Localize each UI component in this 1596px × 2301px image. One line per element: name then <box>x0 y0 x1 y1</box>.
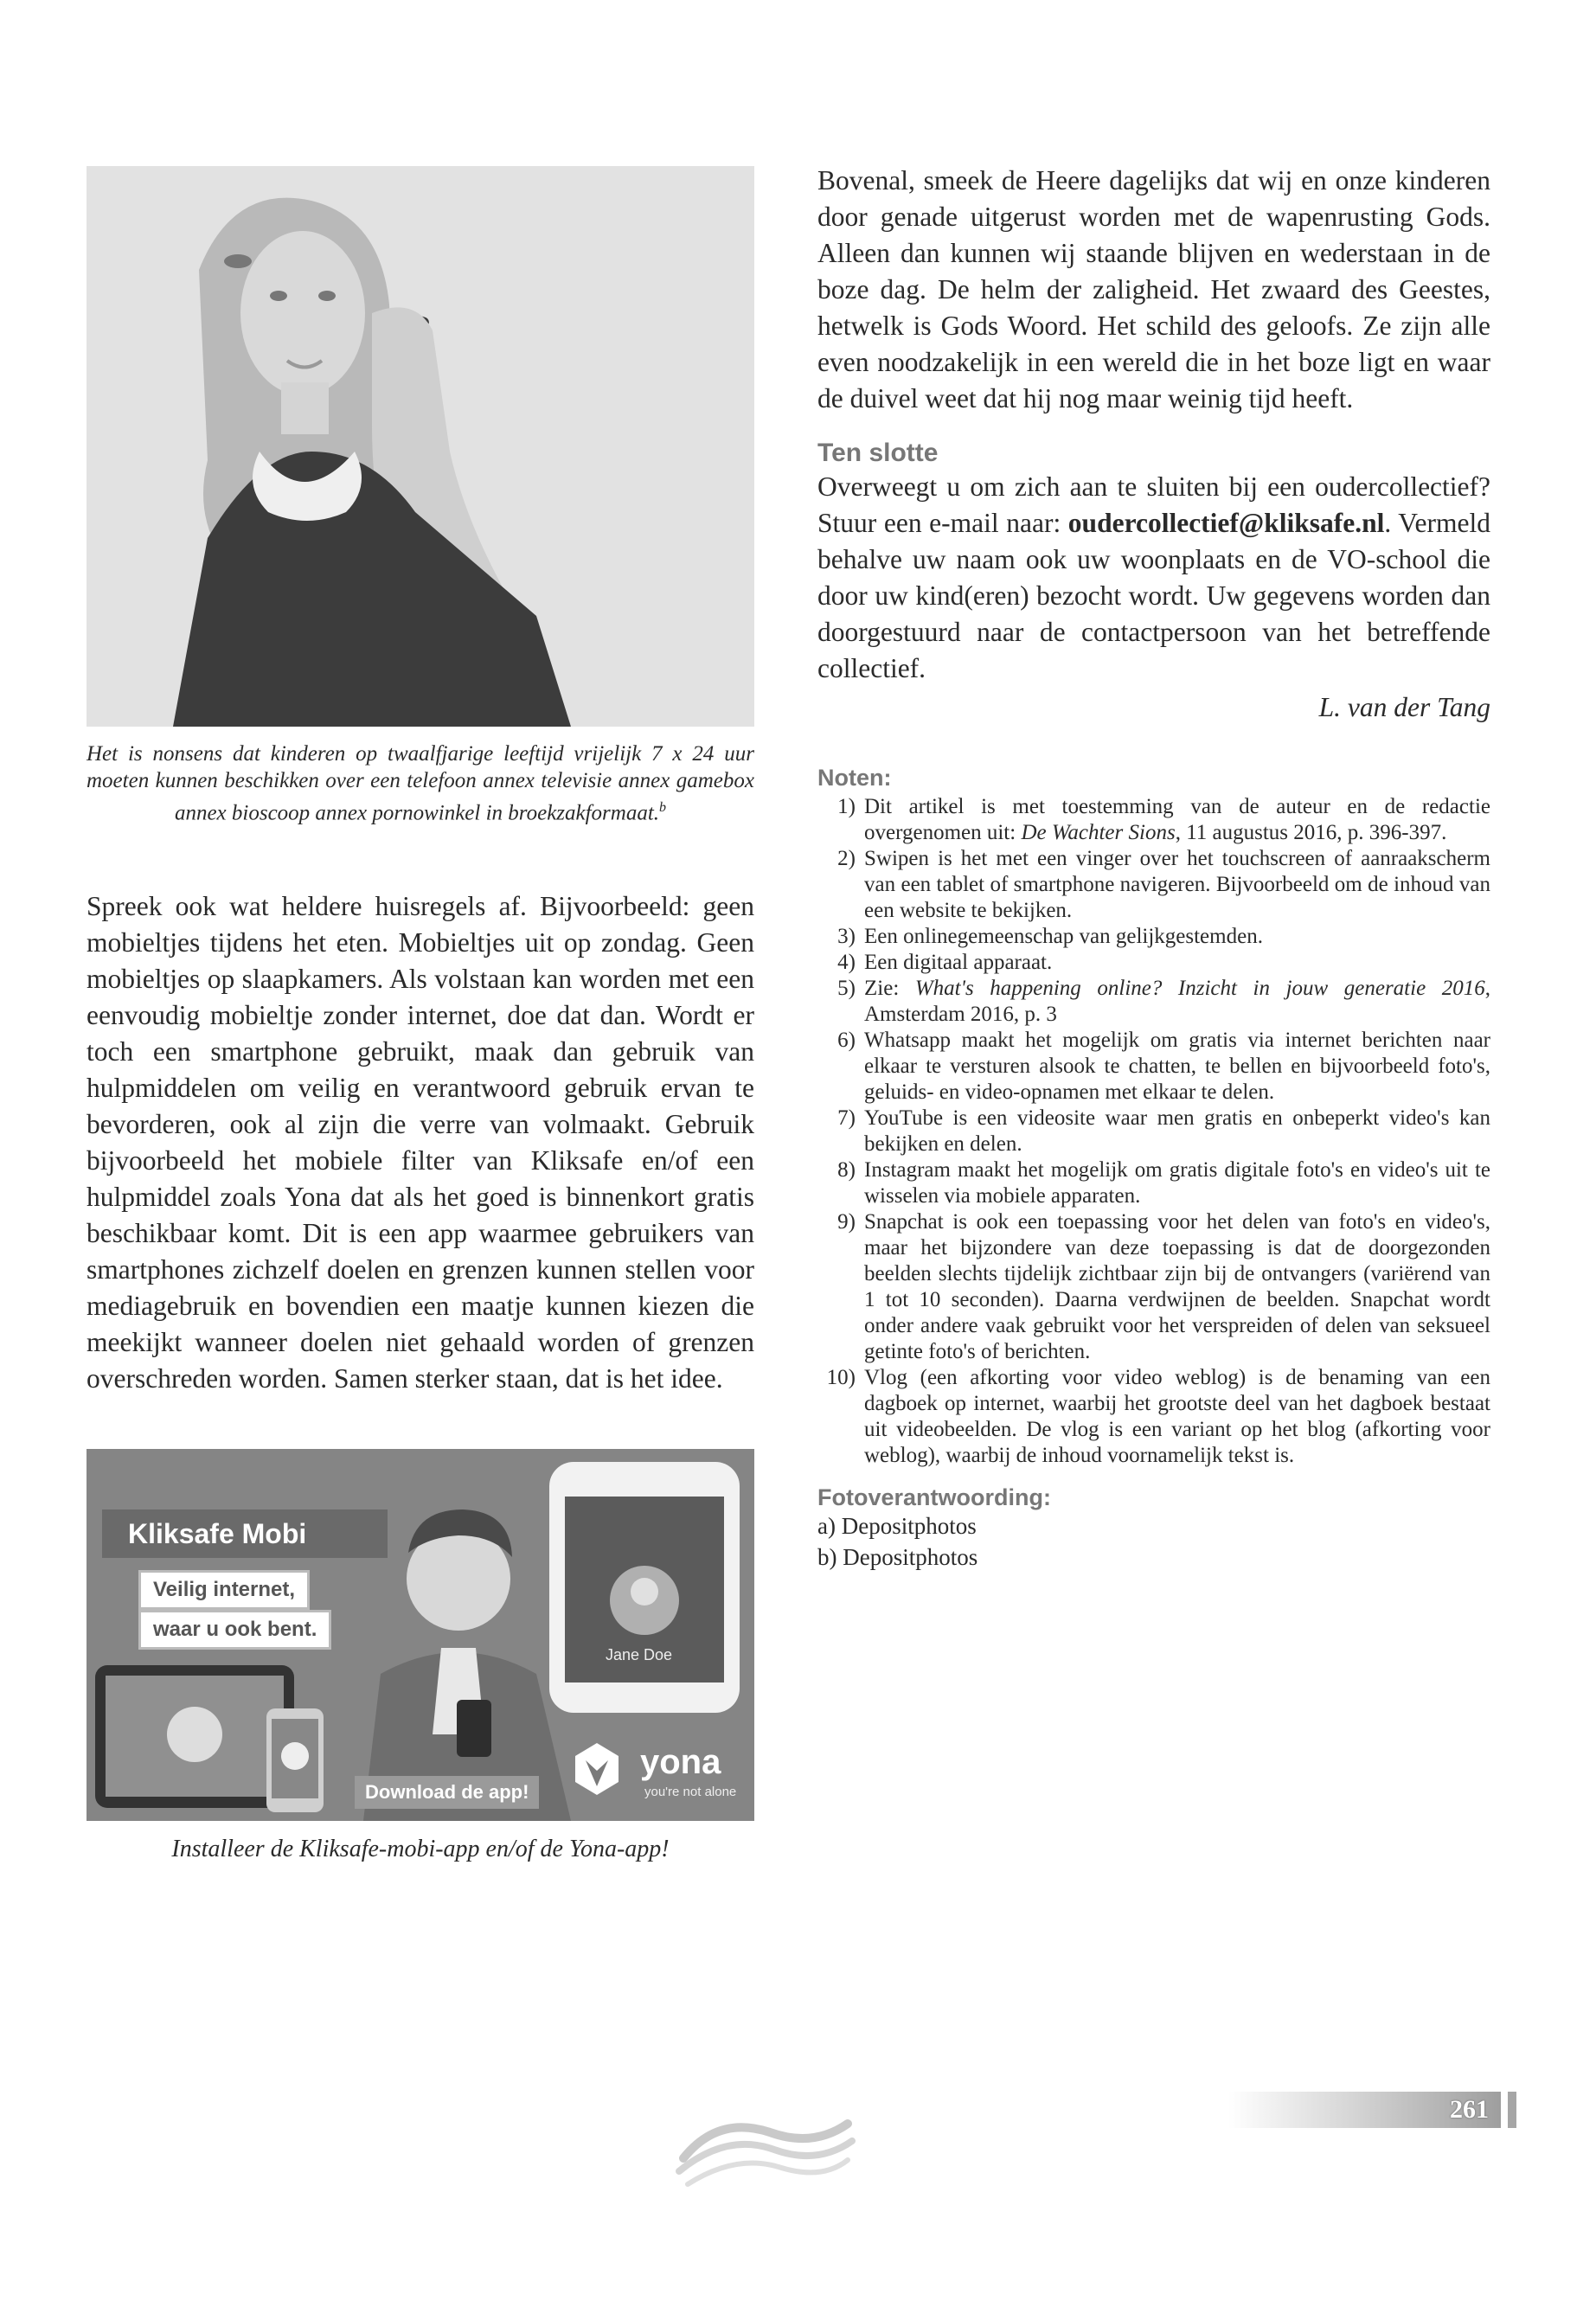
note-item <box>817 794 1490 846</box>
note-text-part: Dit artikel is met toestemming van de auteur en de redactie overgenomen uit: <box>864 795 1490 844</box>
notes-heading: Noten: <box>817 765 892 791</box>
ten-slotte-heading: Ten slotte <box>817 439 939 467</box>
note-number: 6) <box>837 1029 856 1052</box>
note-text: YouTube is een videosite waar men gratis en onbeperkt video's kan bekijken en delen. <box>864 1106 1490 1156</box>
ad-tagline-2: waar u ook bent. <box>138 1610 331 1650</box>
note-text: Whatsapp maakt het mogelijk om gratis via internet berichten naar elkaar te versturen alsook te chatten, te bellen en bijvoorbeeld foto's, geluids- en video-opnamen met elkaar te delen. <box>864 1029 1490 1104</box>
note-text: Een onlinegemeenschap van gelijkgestemden. <box>864 925 1263 948</box>
note-text <box>864 976 1490 1028</box>
closing-paragraph <box>817 469 1490 687</box>
note-text: Vlog (een afkorting voor video weblog) is de benaming van een dagboek op internet, waarbij het grootste deel van het dagboek bestaat uit videobeelden. De vlog is een variant op het blog (afkorting voor weblog), waarbij de inhoud voornamelijk tekst is. <box>864 1366 1490 1467</box>
closing-text-after: . Vermeld behalve uw naam ook uw woonplaats en de VO-school die door uw kind(eren) bezocht wordt. Uw gegevens worden dan doorgestuurd naar de contactpersoon van het betreffende collectief. <box>817 508 1490 683</box>
note-item <box>817 1106 1490 1157</box>
photo-credit-a: a) Depositphotos <box>817 1513 977 1539</box>
page-bar-end <box>1508 2092 1516 2128</box>
note-number: 8) <box>837 1158 856 1182</box>
note-text: Snapchat is ook een toepassing voor het delen van foto's en video's, maar het bijzondere van deze toepassing is dat de doorgezonden beelden slechts tijdelijk zichtbaar zijn bij de ontvangers (variërend van 1 tot 10 seconden). Daarna verdwijnen de beelden. Snapchat wordt onder andere vaak gebruikt voor het verspreiden of delen van seksueel getinte foto's of berichten. <box>864 1210 1490 1363</box>
left-column <box>87 166 754 1864</box>
girl-on-phone-photo <box>87 166 754 727</box>
kliksafe-mobi-brand: Kliksafe Mobi <box>102 1509 388 1558</box>
note-text <box>864 794 1490 846</box>
note-number: 5) <box>837 977 856 1000</box>
note-item <box>817 976 1490 1028</box>
note-text-part: , Amsterdam 2016, p. 3 <box>864 977 1490 1026</box>
note-number: 1) <box>837 795 856 818</box>
photo-caption-ref: b <box>659 800 667 815</box>
notes-list <box>817 794 1490 1469</box>
note-text-part: Zie: <box>864 977 915 1000</box>
page-number: 261 <box>1450 2095 1489 2124</box>
note-text: Instagram maakt het mogelijk om gratis digitale foto's en video's uit te wisselen via mobiele apparaten. <box>864 1158 1490 1208</box>
left-paragraph: Spreek ook wat heldere huisregels af. Bijvoorbeeld: geen mobieltjes tijdens het eten. Mobieltjes uit op zondag. Geen mobieltjes op slaapkamers. Als volstaan kan worden met een eenvoudig mobieltje zonder internet, doe dat dan. Wordt er toch een smartphone gebruikt, maak dan gebruik van hulpmiddelen om veilig en verantwoord gebruik ervan te bevorderen, ook al zijn die verre van volmaakt. Gebruik bijvoorbeeld het mobiele filter van Kliksafe en/of een hulpmiddel zoals Yona dat als het goed is binnenkort gratis beschikbaar komt. Dit is een app waarmee gebruikers van smartphones zichzelf doelen en grenzen kunnen stellen voor mediagebruik en bovendien een maatje kunnen kiezen die meekijkt wanneer doelen niet gehaald worden of grenzen overschreden worden. Samen sterker staan, dat is het idee. <box>87 891 754 1394</box>
ad-tagline-1: Veilig internet, <box>138 1570 310 1610</box>
photo-caption <box>87 740 754 826</box>
note-text: Een digitaal apparaat. <box>864 951 1053 974</box>
phone-contact-name: Jane Doe <box>606 1646 673 1664</box>
author-signature: L. van der Tang <box>1318 692 1490 722</box>
note-item <box>817 846 1490 924</box>
note-item <box>817 1157 1490 1209</box>
download-app-label: Download de app! <box>355 1776 539 1809</box>
email-address: oudercollectief@kliksafe.nl <box>1067 508 1385 538</box>
photo-credits-heading: Fotoverantwoording: <box>817 1484 1051 1510</box>
note-text-italic: What's happening online? Inzicht in jouw generatie 2016 <box>914 977 1485 1000</box>
note-number: 3) <box>837 925 856 948</box>
kliksafe-yona-advertisement <box>87 1449 754 1821</box>
note-text-italic: De Wachter Sions <box>1021 821 1176 844</box>
right-column <box>817 163 1490 1573</box>
page-number-bar <box>1228 2092 1501 2128</box>
note-text-part: , 11 augustus 2016, p. 396-397. <box>1175 821 1447 844</box>
decorative-swirl-icon <box>666 2106 865 2202</box>
ad-caption: Installeer de Kliksafe-mobi-app en/of de Yona-app! <box>171 1836 670 1863</box>
photo-caption-text: Het is nonsens dat kinderen op twaalfjarige leeftijd vrijelijk 7 x 24 uur moeten kunnen beschikken over een telefoon annex televisie annex gamebox annex bioscoop annex pornowinkel in broekzakformaat. <box>87 742 754 825</box>
note-number: 10) <box>826 1366 856 1389</box>
photo-credit-b: b) Depositphotos <box>817 1544 978 1570</box>
note-number: 4) <box>837 951 856 974</box>
note-item <box>817 1365 1490 1469</box>
note-number: 9) <box>837 1210 856 1234</box>
note-item <box>817 924 1490 950</box>
note-item <box>817 950 1490 976</box>
note-item <box>817 1028 1490 1106</box>
note-text: Swipen is het met een vinger over het touchscreen of aanraakscherm van een tablet of smartphone navigeren. Bijvoorbeeld om de inhoud van een website te bekijken. <box>864 847 1490 922</box>
closing-text-before: Overweegt u om zich aan te sluiten bij een oudercollectief? Stuur een e-mail naar: <box>817 471 1490 538</box>
note-number: 2) <box>837 847 856 870</box>
yona-tagline: you're not alone <box>644 1785 737 1800</box>
girl-photo-illustration <box>87 166 754 727</box>
intro-paragraph: Bovenal, smeek de Heere dagelijks dat wij en onze kinderen door genade uitgerust worden met de wapenrusting Gods. Alleen dan kunnen wij staande blijven en wederstaan in de boze dag. De helm der zaligheid. Het zwaard des Geestes, hetwelk is Gods Woord. Het schild des geloofs. Ze zijn alle even noodzakelijk in een wereld die in het boze ligt en waar de duivel weet dat hij nog maar weinig tijd heeft. <box>817 165 1490 413</box>
note-number: 7) <box>837 1106 856 1130</box>
note-item <box>817 1209 1490 1365</box>
yona-logo-text: yona <box>640 1743 721 1782</box>
